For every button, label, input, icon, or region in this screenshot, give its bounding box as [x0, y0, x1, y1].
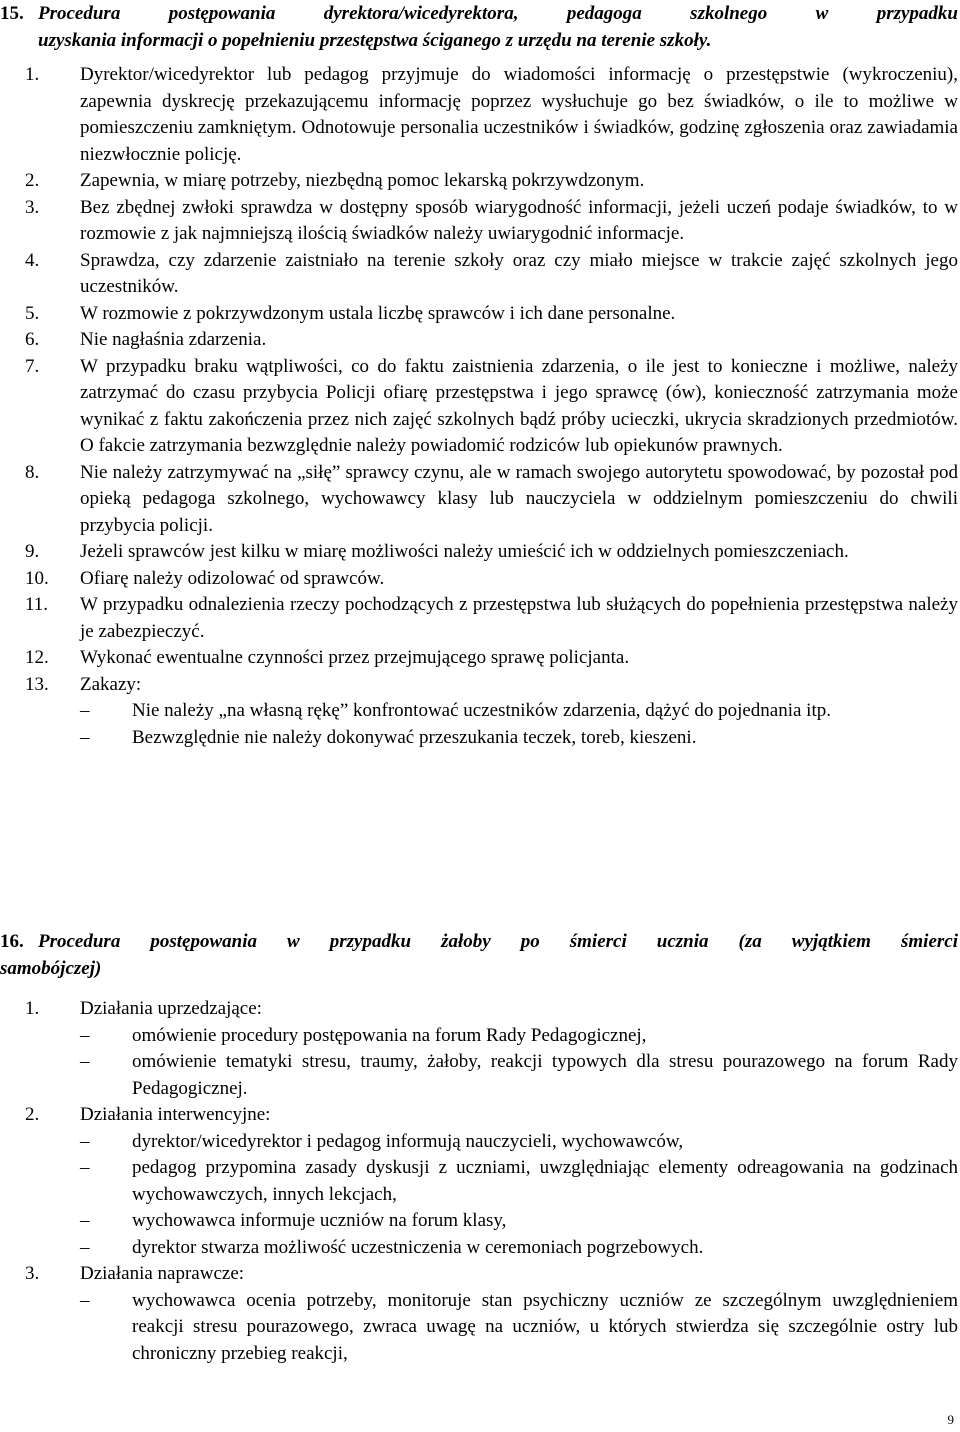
- section-15-number: 15.: [0, 3, 24, 24]
- section-15-heading: [0, 0, 958, 54]
- section-16-list: [0, 996, 958, 1367]
- list-item: – Bezwzględnie nie należy dokonywać przeszukania teczek, toreb, kieszeni.: [0, 725, 958, 752]
- list-item: 2. Zapewnia, w miarę potrzeby, niezbędną pomoc lekarską pokrzywdzonym.: [25, 170, 645, 191]
- group-heading: 2. Działania interwencyjne:: [25, 1104, 271, 1125]
- list-item: 11. W przypadku odnalezienia rzeczy pochodzących z przestępstwa lub służących do popełnienia przestępstwa należy je zabezpieczyć.: [25, 594, 958, 642]
- page-number: 9: [947, 1412, 954, 1427]
- dash-bullet: –: [80, 1210, 90, 1231]
- list-item: – dyrektor stwarza możliwość uczestniczenia w ceremoniach pogrzebowych.: [0, 1235, 958, 1262]
- list-item: 1. Dyrektor/wicedyrektor lub pedagog przyjmuje do wiadomości informację o przestępstwie (wykroczeniu), zapewnia dyskrecję przekazującemu informację poprzez wysłuchuje go bez świadków, o ile to możliwe w pomieszczeniu zamkniętym. Odnotowuje personalia uczestników i świadków, godzinę zgłoszenia oraz zawiadamia niezwłocznie policję.: [25, 64, 958, 165]
- list-item: – wychowawca informuje uczniów na forum klasy,: [0, 1208, 958, 1235]
- list-item: 13. Zakazy:: [25, 673, 142, 695]
- list-item: 3. Bez zbędnej zwłoki sprawdza w dostępny sposób wiarygodność informacji, jeżeli uczeń podaje świadków, to w rozmowie z jak najmniejszą ilością świadków należy uwiarygodnić informacje.: [25, 196, 958, 244]
- list-item: – pedagog przypomina zasady dyskusji z uczniami, uwzględniając elementy odreagowania na godzinach wychowawczych, innych lekcjach,: [80, 1157, 958, 1205]
- list-item: – Nie należy „na własną rękę” konfrontować uczestników zdarzenia, dążyć do pojednania itp.: [0, 698, 958, 725]
- dash-bullet: –: [80, 1130, 90, 1152]
- dash-bullet: –: [80, 1051, 90, 1072]
- section-15-title-line2: uzyskania informacji o popełnieniu przestępstwa ściganego z urzędu na terenie szkoły.: [38, 30, 712, 51]
- section-16-title-line1: Procedura postępowania w przypadku żałoby po śmierci ucznia (za wyjątkiem śmierci: [38, 931, 958, 952]
- dash-bullet: –: [80, 1289, 90, 1311]
- group-heading: 1. Działania uprzedzające:: [25, 998, 262, 1019]
- section-16-heading: [0, 928, 958, 982]
- dash-bullet: –: [80, 726, 90, 748]
- list-item: 4. Sprawdza, czy zdarzenie zaistniało na terenie szkoły oraz czy miało miejsce w trakcie zajęć szkolnych jego uczestników.: [25, 249, 958, 297]
- section-16-number: 16.: [0, 931, 24, 952]
- list-item: 9. Jeżeli sprawców jest kilku w miarę możliwości należy umieścić ich w oddzielnych pomieszczeniach.: [25, 541, 849, 562]
- list-item: 12. Wykonać ewentualne czynności przez przejmującego sprawę policjanta.: [25, 647, 630, 668]
- list-item: 10. Ofiarę należy odizolować od sprawców.: [25, 567, 385, 589]
- list-item: – dyrektor/wicedyrektor i pedagog informują nauczycieli, wychowawców,: [0, 1129, 958, 1156]
- list-item: – omówienie procedury postępowania na forum Rady Pedagogicznej,: [0, 1023, 958, 1050]
- list-item: 5. W rozmowie z pokrzywdzonym ustala liczbę sprawców i ich dane personalne.: [25, 302, 676, 324]
- list-item: 7. W przypadku braku wątpliwości, co do faktu zaistnienia zdarzenia, o ile jest to konieczne i możliwe, należy zatrzymać do czasu przybycia Policji ofiarę przestępstwa i jego sprawcę (ów), konieczność zatrzymania może wynikać z faktu zakończenia przez nich zajęć szkolnych bądź próby ucieczki, ukrycia skradzionych przedmiotów. O fakcie zatrzymania bezwzględnie należy powiadomić rodziców lub opiekunów prawnych.: [25, 355, 958, 456]
- list-item: – omówienie tematyki stresu, traumy, żałoby, reakcji typowych dla stresu pourazowego na forum Rady Pedagogicznej.: [80, 1051, 958, 1099]
- section-15-list: [0, 62, 958, 751]
- bans-list: [0, 698, 958, 751]
- list-item: – wychowawca ocenia potrzeby, monitoruje stan psychiczny uczniów ze szczególnym uwzględnieniem reakcji stresu pourazowego, zwraca uwagę na uczniów, u których stwierdza się szczególnie ostry lub chroniczny przebieg reakcji,: [80, 1289, 958, 1364]
- list-item: 6. Nie nagłaśnia zdarzenia.: [25, 329, 267, 350]
- dash-bullet: –: [80, 700, 90, 721]
- list-item: 8. Nie należy zatrzymywać na „siłę” sprawcy czynu, ale w ramach swojego autorytetu spowodować, by pozostał pod opieką pedagoga szkolnego, wychowawcy klasy lub nauczyciela w oddzielnym pomieszczeniu do chwili przybycia policji.: [25, 461, 958, 536]
- group-heading: 3. Działania naprawcze:: [25, 1263, 245, 1284]
- section-16-title-line2: samobójczej): [0, 958, 102, 979]
- dash-bullet: –: [80, 1024, 90, 1046]
- dash-bullet: –: [80, 1157, 90, 1178]
- section-15-title-line1: Procedura postępowania dyrektora/wicedyrektora, pedagoga szkolnego w przypadku: [38, 3, 958, 24]
- dash-bullet: –: [80, 1236, 90, 1258]
